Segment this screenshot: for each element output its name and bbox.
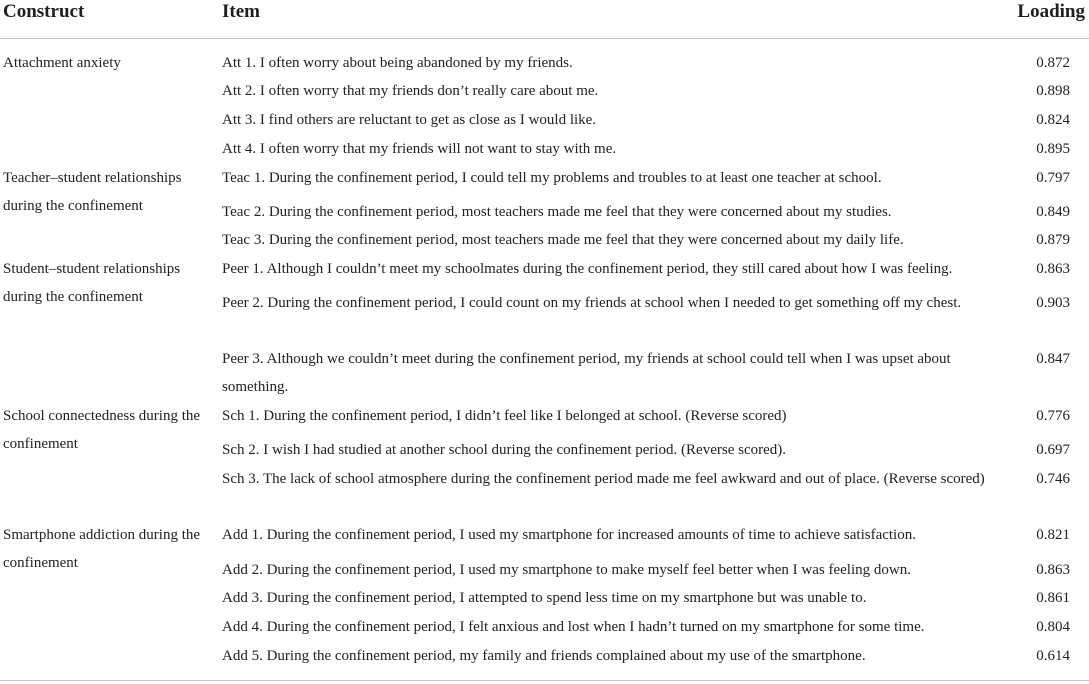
loading-value: 0.863 [1036, 562, 1070, 578]
item-text: Teac 2. During the confinement period, most teachers made me feel that they were concerned about my studies. [222, 204, 892, 220]
construct-smartphone-addiction: Smartphone addiction during the confinement [3, 527, 201, 571]
item-text: Peer 1. Although I couldn’t meet my schoolmates during the confinement period, they still cared about how I was feeling. [222, 261, 953, 277]
header-item: Item [222, 1, 260, 22]
loading-value: 0.895 [1036, 141, 1070, 157]
loading-value: 0.697 [1036, 442, 1070, 458]
loading-value: 0.849 [1036, 204, 1070, 220]
loading-value: 0.804 [1036, 619, 1070, 635]
loading-value: 0.863 [1036, 261, 1070, 277]
loading-value: 0.824 [1036, 112, 1070, 128]
item-text: Att 2. I often worry that my friends don’t really care about me. [222, 83, 599, 99]
loading-value: 0.797 [1036, 170, 1070, 186]
bottom-divider [0, 680, 1089, 681]
item-text: Peer 2. During the confinement period, I could count on my friends at school when I needed to get something off my chest. [222, 295, 962, 311]
item-text: Teac 1. During the confinement period, I could tell my problems and troubles to at least one teacher at school. [222, 170, 882, 186]
item-text: Peer 3. Although we couldn’t meet during the confinement period, my friends at school could tell when I was upset about something. [222, 351, 951, 395]
item-text: Add 1. During the confinement period, I used my smartphone for increased amounts of time to achieve satisfaction. [222, 527, 916, 543]
loading-value: 0.746 [1036, 471, 1070, 487]
construct-student-student: Student–student relationships during the confinement [3, 261, 181, 305]
item-text: Sch 2. I wish I had studied at another school during the confinement period. (Reverse scored). [222, 442, 787, 458]
table-header [0, 0, 1089, 39]
construct-teacher-student: Teacher–student relationships during the confinement [3, 170, 182, 214]
loading-value: 0.776 [1036, 408, 1070, 424]
header-loading: Loading [1017, 1, 1085, 22]
item-text: Att 1. I often worry about being abandoned by my friends. [222, 55, 573, 71]
item-text: Add 5. During the confinement period, my family and friends complained about my use of the smartphone. [222, 648, 866, 664]
item-text: Att 3. I find others are reluctant to get as close as I would like. [222, 112, 597, 128]
header-construct: Construct [3, 1, 85, 22]
item-text: Add 3. During the confinement period, I attempted to spend less time on my smartphone but was unable to. [222, 590, 867, 606]
loading-value: 0.903 [1036, 295, 1070, 311]
item-text: Add 2. During the confinement period, I used my smartphone to make myself feel better when I was feeling down. [222, 562, 911, 578]
construct-school-connectedness: School connectedness during the confinement [3, 408, 201, 452]
loading-value: 0.879 [1036, 232, 1070, 248]
loading-value: 0.847 [1036, 351, 1070, 367]
item-text: Att 4. I often worry that my friends will not want to stay with me. [222, 141, 617, 157]
item-text: Sch 3. The lack of school atmosphere during the confinement period made me feel awkward and out of place. (Reverse scored) [222, 471, 985, 487]
item-text: Sch 1. During the confinement period, I didn’t feel like I belonged at school. (Reverse scored) [222, 408, 787, 424]
construct-attachment-anxiety: Attachment anxiety [3, 55, 121, 71]
loading-value: 0.821 [1036, 527, 1070, 543]
item-text: Teac 3. During the confinement period, most teachers made me feel that they were concerned about my daily life. [222, 232, 904, 248]
loading-value: 0.872 [1036, 55, 1070, 71]
item-text: Add 4. During the confinement period, I felt anxious and lost when I hadn’t turned on my smartphone for some time. [222, 619, 925, 635]
loading-value: 0.861 [1036, 590, 1070, 606]
loading-value: 0.898 [1036, 83, 1070, 99]
loading-value: 0.614 [1036, 648, 1070, 664]
